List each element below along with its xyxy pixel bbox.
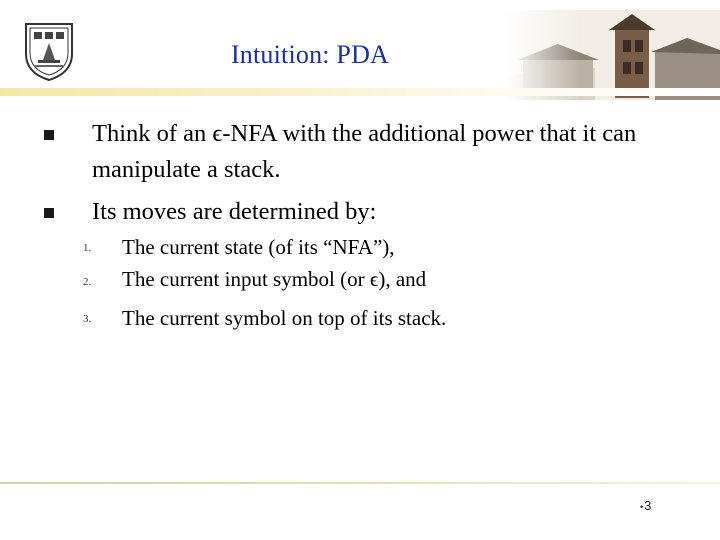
list-item: The current symbol on top of its stack. — [122, 306, 447, 330]
square-bullet-icon — [44, 130, 54, 140]
footer-divider — [0, 482, 720, 484]
page-number — [640, 498, 651, 513]
title-underline-bar — [0, 88, 720, 96]
square-bullet-icon — [44, 208, 54, 218]
page-title — [0, 40, 620, 70]
page-number-value: 3 — [644, 498, 652, 513]
list-item: The current input symbol (or ϵ), and — [122, 267, 427, 291]
page-dot-icon: • — [640, 501, 644, 512]
title-rest: : PDA — [322, 40, 390, 69]
list-marker: 2. — [83, 276, 92, 288]
title-keyword: Intuition — [230, 40, 323, 69]
list-item: The current state (of its “NFA”), — [122, 235, 395, 259]
list-marker: 3. — [83, 313, 92, 325]
list-marker: 1. — [83, 242, 92, 254]
bullet-text: Its moves are determined by: — [92, 198, 377, 225]
bullet-text: Think of an ϵ-NFA with the additional power that it can manipulate a stack. — [92, 120, 637, 183]
